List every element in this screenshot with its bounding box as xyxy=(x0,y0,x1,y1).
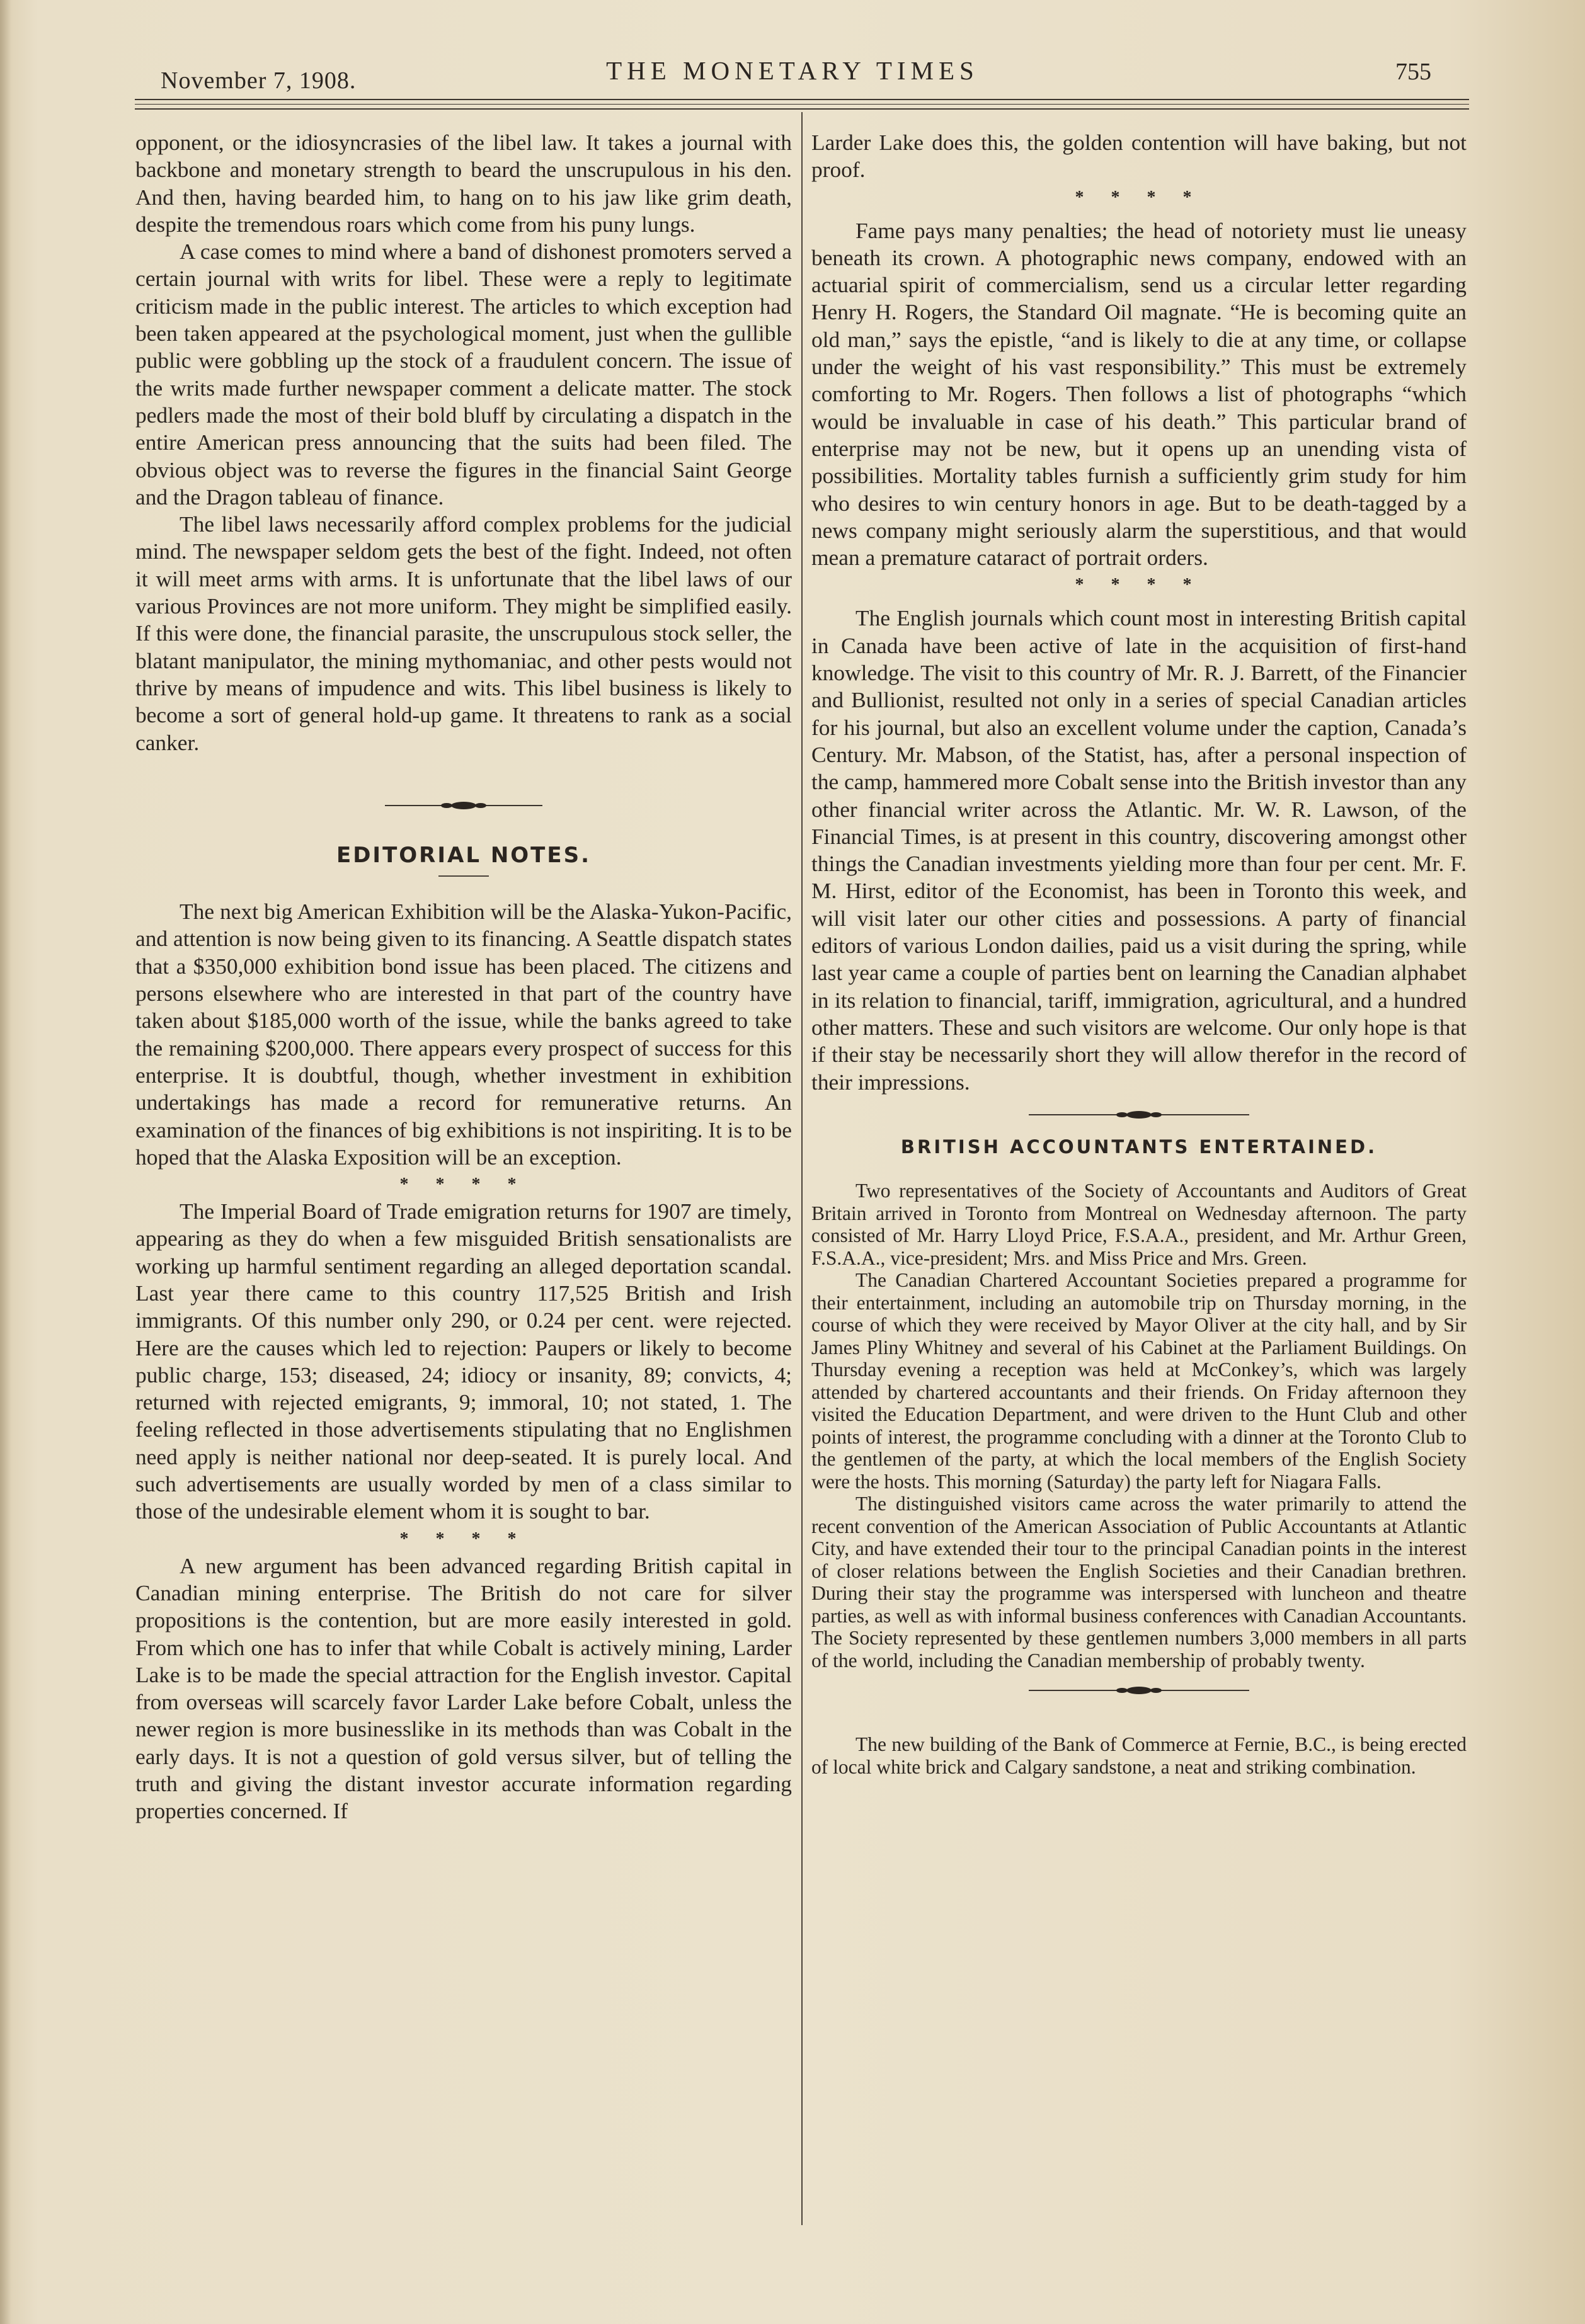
larder-lake-continuation: Larder Lake does this, the golden contention will have baking, but not proof. xyxy=(811,130,1467,183)
british-accountants-article xyxy=(811,1180,1467,1672)
section-ornament xyxy=(385,800,542,811)
header-rule xyxy=(135,99,1469,100)
editorial-note-alaska: The next big American Exhibition will be the Alaska-Yukon-Pacific, and attention is now being given to its financing. A Seattle dispatch states that a $350,000 exhibition bond issue has been placed. The citizens and persons elsewhere who are interested in that part of the country have taken about $185,000 worth of the issue, while the banks agreed to take the remaining $200,000. There appears every prospect of success for this enterprise. It is doubtful, though, whether investment in exhibition undertakings has made a record for remunerative returns. An examination of the finances of big exhibitions is not inspiriting. It is to be hoped that the Alaska Exposition will be an exception. xyxy=(135,899,792,1170)
column-divider xyxy=(801,112,803,2225)
libel-paragraph-1: opponent, or the idiosyncrasies of the libel law. It takes a journal with backbone and monetary strength to beard the unscrupulous in his den. And then, having bearded him, to hang on to his jaw like grim death, despite the tremendous roars which come from his puny lungs. xyxy=(135,130,792,237)
fernie-paragraph: The new building of the Bank of Commerce at Fernie, B.C., is being erected of local white brick and Calgary sandstone, a neat and striking combination. xyxy=(811,1733,1467,1778)
fame-paragraph: Fame pays many penalties; the head of notoriety must lie uneasy beneath its crown. A photographic news company, endowed with an actuarial spirit of commercialism, send us a circular letter regarding Henry H. Rogers, the Standard Oil magnate. “He is becoming quite an old man,” says the epistle, “and is likely to die at any time, or collapse under the weight of his vast responsibility.” This must be extremely comforting to Mr. Rogers. Then follows a list of photographs “which would be invaluable in case of his death.” This particular brand of enterprise may not be new, but it opens up an unending vista of possibilities. Mortality tables furnish a sufficiently grim study for him who desires to win century honors in age. But to be death-tagged by a news company might seriously alarm the superstitious, and that would mean a premature cataract of portrait orders. xyxy=(811,217,1467,571)
heading-underline xyxy=(438,875,489,877)
page-number: 755 xyxy=(1395,59,1431,85)
editorial-note-emigration: The Imperial Board of Trade emigration returns for 1907 are timely, appearing as they do when a few misguided British sensationalists are working up harmful sentiment regarding an alleged deportation scandal. Last year there came to this country 117,525 British and Irish immigrants. Of this number only 290, or 0.24 per cent. were rejected. Here are the causes which led to rejection: Paupers or likely to become public charge, 153; diseased, 24; idiocy or insanity, 89; convicts, 4; returned with rejected emigrants, 9; immoral, 10; not stated, 1. The feeling reflected in those advertisements stipulating that no Englishmen need apply is neither national nor deep-seated. It is purely local. And such advertisements are usually worded by men of a class similar to those of the undesirable element whom it is sought to bar. xyxy=(135,1199,792,1524)
issue-date: November 7, 1908. xyxy=(161,67,357,94)
left-column xyxy=(135,129,792,1825)
section-stars: * * * * xyxy=(399,1175,528,1195)
libel-paragraph-2: A case comes to mind where a band of dishonest promoters served a certain journal with writs for libel. These were a reply to legitimate criticism made in the public interest. The articles to which exception had been taken appeared at the psychological moment, just when the gullible public were gobbling up the stock of a fraudulent concern. The issue of the writs made further newspaper comment a delicate matter. The stock pedlers made the most of their bold bluff by circulating a dispatch in the entire American press announcing that the suits had been filed. The obvious object was to reverse the figures in the financial Saint George and the Dragon tableau of finance. xyxy=(135,239,792,510)
section-stars: * * * * xyxy=(1075,187,1203,207)
editorial-notes-heading: EDITORIAL NOTES. xyxy=(336,842,592,868)
accountants-paragraph-3: The distinguished visitors came across the water primarily to attend the recent convention of the American Association of Public Accountants at Atlantic City, and have extended their tour to the principal Canadian points in the interest of closer relations between the English Societies and their Canadian brethren. During their stay the programme was interspersed with luncheon and theatre parties, as well as with informal business conferences with Canadian Accountants. The Society represented by these gentlemen numbers 3,000 members in all parts of the world, including the Canadian membership of probably twenty. xyxy=(811,1493,1467,1672)
section-ornament xyxy=(1029,1685,1249,1695)
section-stars: * * * * xyxy=(1075,575,1203,595)
header-rule xyxy=(135,108,1469,110)
accountants-paragraph-2: The Canadian Chartered Accountant Societies prepared a programme for their entertainment, including an automobile trip on Thursday morning, in the course of which they were received by Mayor Oliver at the city hall, and by Sir James Pliny Whitney and several of his Cabinet at the Parliament Buildings. On Thursday evening a reception was held at McConkey’s, which was largely attended by chartered accountants and their friends. On Friday afternoon they visited the Education Department, and were driven to the Hunt Club and other points of interest, the programme concluding with a dinner at the Toronto Club to the gentlemen of the party, at which the local members of the English Society were the hosts. This morning (Saturday) the party left for Niagara Falls. xyxy=(811,1269,1467,1493)
right-column xyxy=(811,129,1467,1778)
section-ornament xyxy=(1029,1110,1249,1120)
header-rule xyxy=(135,104,1469,105)
libel-paragraph-3: The libel laws necessarily afford complex problems for the judicial mind. The newspaper seldom gets the best of the fight. Indeed, not often it will meet arms with arms. It is unfortunate that the libel laws of our various Provinces are not more uniform. They might be simplified easily. If this were done, the financial parasite, the unscrupulous stock seller, the blatant manipulator, the mining mythomaniac, and other pests would not thrive by means of impudence and wits. This libel business is likely to become a sort of general hold-up game. It threatens to rank as a social canker. xyxy=(135,511,792,755)
british-accountants-heading: BRITISH ACCOUNTANTS ENTERTAINED. xyxy=(900,1136,1378,1158)
english-journals-paragraph: The English journals which count most in interesting British capital in Canada have been active of late in the acquisition of first-hand knowledge. The visit to this country of Mr. R. J. Barrett, of the Financier and Bullionist, resulted not only in a series of special Canadian articles for his journal, but also an excellent volume under the caption, Canada’s Century. Mr. Mabson, of the Statist, has, after a personal inspection of the camp, hammered more Cobalt sense into the British investor than any other financial writer across the Atlantic. Mr. W. R. Lawson, of the Financial Times, is at present in this country, discovering amongst other things the Canadian investments yielding more than four per cent. Mr. F. M. Hirst, editor of the Economist, has been in Toronto this week, and will visit later our other cities and possessions. A party of financial editors of various London dailies, paid us a visit during the spring, while last year came a couple of parties bent on learning the Canadian alphabet in its relation to financial, tariff, immigration, agricultural, and a hundred other matters. These and such visitors are welcome. Our only hope is that if their stay be necessarily short they will allow therefor in the record of their impressions. xyxy=(811,605,1467,1095)
fernie-note xyxy=(811,1733,1467,1778)
accountants-paragraph-1: Two representatives of the Society of Accountants and Auditors of Great Britain arrived in Toronto from Montreal on Wednesday afternoon. The party consisted of Mr. Harry Lloyd Price, F.S.A.A., president, and Mr. Arthur Green, F.S.A.A., vice-president; Mrs. and Miss Price and Mrs. Green. xyxy=(811,1180,1467,1269)
section-stars: * * * * xyxy=(399,1529,528,1549)
editorial-note-mining: A new argument has been advanced regarding British capital in Canadian mining enterprise. The British do not care for silver propositions is the contention, but are more easily interested in gold. From which one has to infer that while Cobalt is actively mining, Larder Lake is to be made the special attraction for the English investor. Capital from overseas will scarcely favor Larder Lake before Cobalt, unless the newer region is more businesslike in its methods than was Cobalt in the early days. It is not a question of gold versus silver, but of telling the truth and giving the distant investor accurate information regarding properties concerned. If xyxy=(135,1552,792,1824)
masthead-title: THE MONETARY TIMES xyxy=(606,56,979,85)
